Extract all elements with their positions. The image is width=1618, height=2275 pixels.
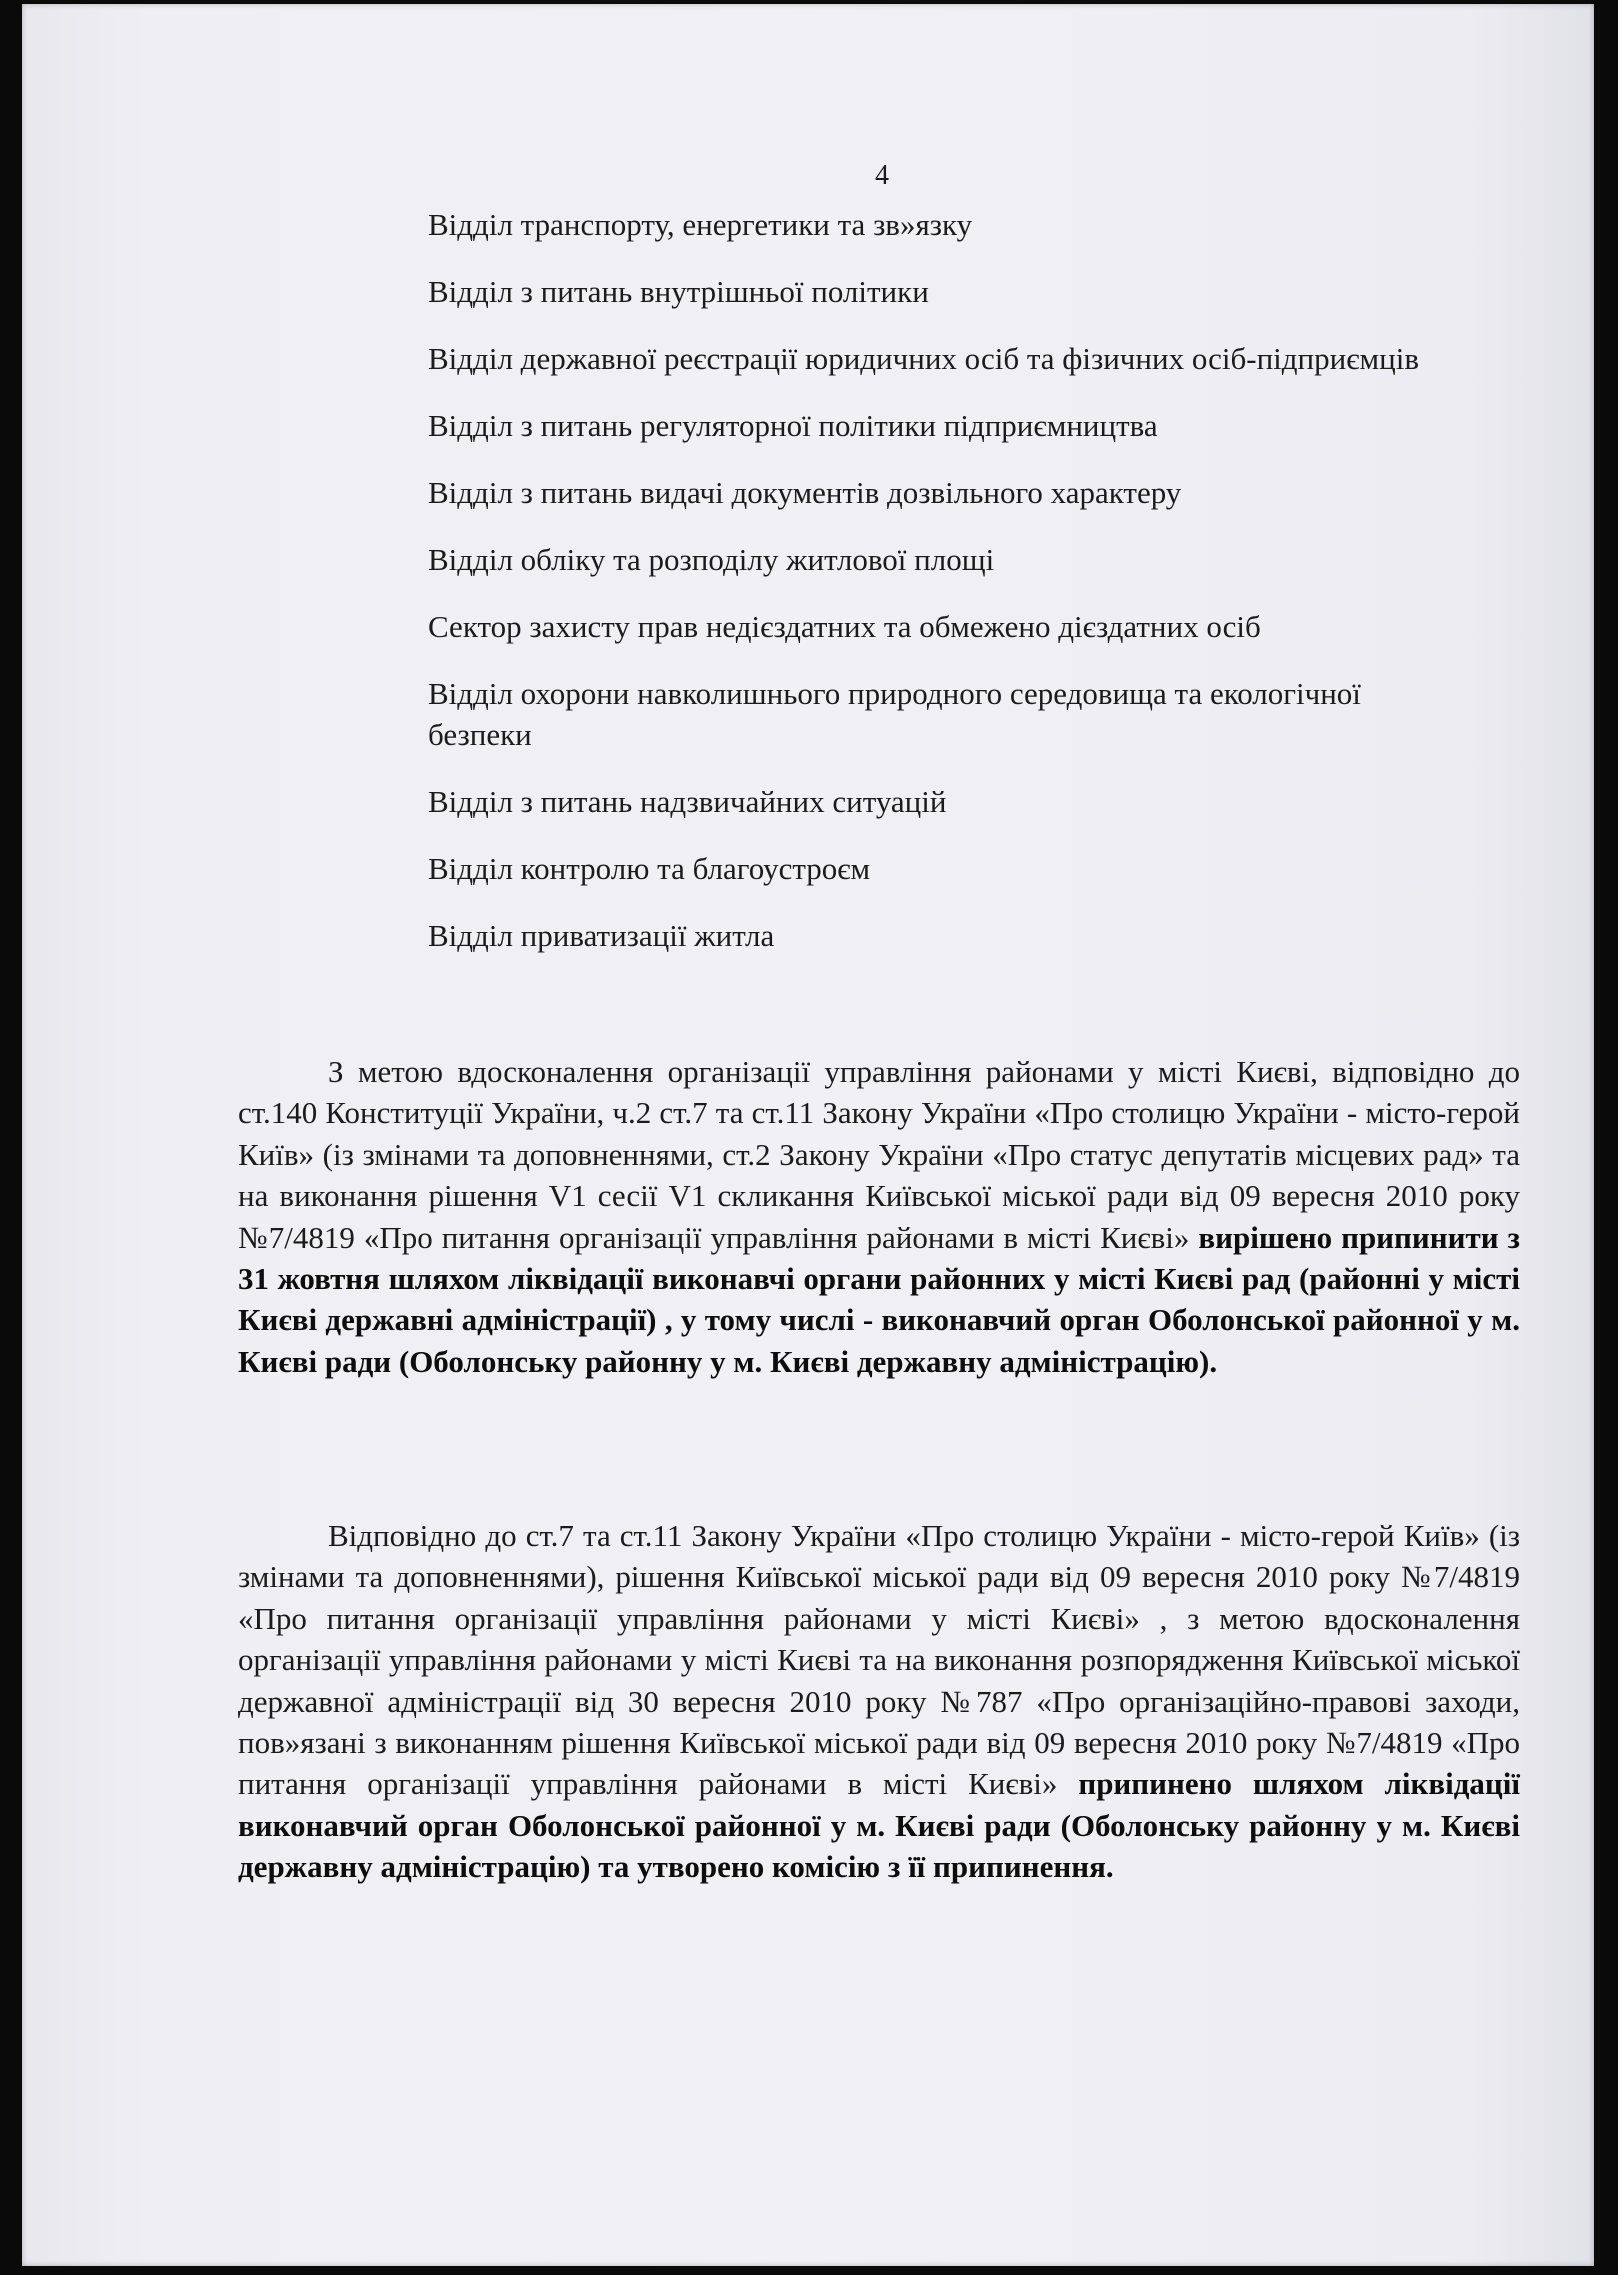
department-item: Відділ з питань внутрішньої політики	[428, 274, 929, 309]
department-item: Відділ приватизації житла	[428, 918, 775, 953]
department-item: Сектор захисту прав недієздатних та обмежено дієздатних осіб	[428, 609, 1261, 644]
department-item: Відділ з питань видачі документів дозвільного характеру	[428, 475, 1182, 510]
department-item: Відділ транспорту, енергетики та зв»язку	[428, 207, 973, 242]
decision-paragraph-1	[238, 1051, 1520, 1382]
page-number: 4	[875, 160, 889, 191]
department-item: Відділ контролю та благоустроєм	[428, 851, 871, 886]
paragraph-text: З метою вдосконалення організації управління районами у місті Києві, відповідно до ст.140 Конституції України, ч.2 ст.7 та ст.11 Закону України «Про столицю України - місто-герой Київ» (із змінами та доповненнями, ст.2 Закону України «Про статус депутатів місцевих рад» та на виконання рішення V1 сесії V1 скликання Київської міської ради від 09 вересня 2010 року №7/4819 «Про питання організації управління районами в місті Києві»	[238, 1054, 1520, 1255]
paragraph-bold-text: припинено шляхом ліквідації виконавчий орган Оболонської районної у м. Києві ради (Оболонську районну у м. Києві державну адміністрацію) та утворено комісію з її припинення.	[238, 1766, 1520, 1885]
department-item: Відділ охорони навколишнього природного середовища та екологічної безпеки	[428, 676, 1361, 752]
department-item: Відділ з питань надзвичайних ситуацій	[428, 784, 947, 819]
department-item: Відділ державної реєстрації юридичних осіб та фізичних осіб-підприємців	[428, 341, 1419, 376]
department-item: Відділ з питань регуляторної політики підприємництва	[428, 408, 1158, 443]
paragraph-bold-text: вирішено припинити з 31 жовтня шляхом ліквідації виконавчі органи районних у місті Києві рад (районні у місті Києві державні адміністрації) , у тому числі - виконавчий орган Оболонської районної у м. Києві ради (Оболонську районну у м. Києві державну адміністрацію).	[238, 1219, 1521, 1379]
decision-paragraph-2	[238, 1515, 1520, 1888]
paragraph-text: Відповідно до ст.7 та ст.11 Закону України «Про столицю України - місто-герой Київ» (із змінами та доповненнями), рішення Київської міської ради від 09 вересня 2010 року №7/4819 «Про питання організації управління районами у місті Києві» , з метою вдосконалення організації управління районами у місті Києві та на виконання розпорядження Київської міської державної адміністрації від 30 вересня 2010 року №787 «Про організаційно-правові заходи, пов»язані з виконанням рішення Київської міської ради від 09 вересня 2010 року №7/4819 «Про питання організації управління районами в місті Києві»	[238, 1518, 1520, 1802]
department-list	[428, 204, 1438, 982]
department-item: Відділ обліку та розподілу житлової площі	[428, 542, 995, 577]
